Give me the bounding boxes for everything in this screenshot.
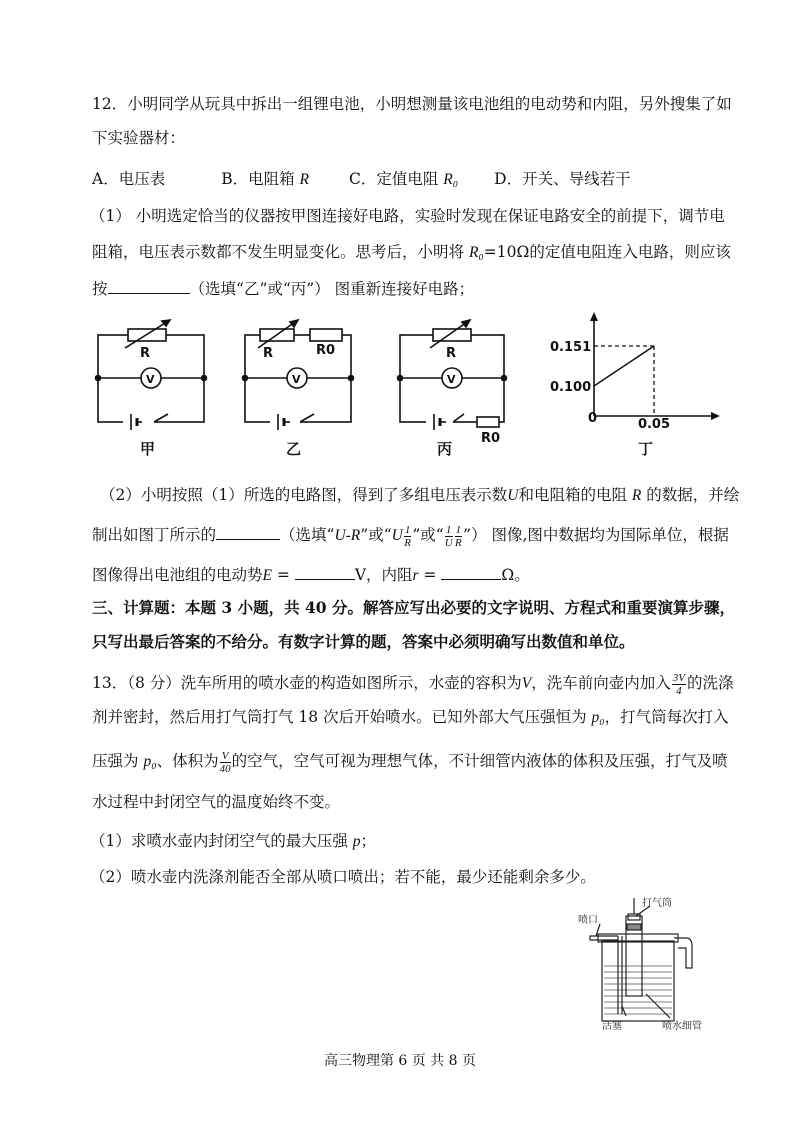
graph-ding bbox=[548, 306, 738, 431]
page-footer: 高三物理第 6 页 共 8 页 bbox=[323, 1053, 477, 1069]
fraction-1-over-R: $\frac{1}{R}$ bbox=[404, 523, 411, 549]
fraction-1-over-R: $\frac{1}{R}$ bbox=[455, 523, 462, 549]
fraction-V-over-40: $\frac{V}{40}$ bbox=[219, 749, 231, 775]
caption-jia: 甲 bbox=[140, 440, 156, 458]
answer-blank-emf[interactable] bbox=[295, 563, 355, 580]
q12-part2-line1: （2）小明按照（1）所选的电路图，得到了多组电压表示数U和电阻箱的电阻 R 的数据，并绘 bbox=[100, 486, 740, 504]
label-R-yi: R bbox=[263, 346, 274, 361]
q13-line3: 压强为 p₀、体积为 $\frac{V}{40}$ 的空气，空气可视为理想气体，不计细管内液体的体积及压强，打气及喷 bbox=[92, 749, 728, 775]
section3-heading-line1: 三、计算题：本题 3 小题，共 40 分。解答应写出必要的文字说明、方程式和重要演算步骤， bbox=[92, 598, 735, 617]
tick-label-y-bottom: 0.100 bbox=[550, 380, 592, 395]
q12-part1-line2: 阻箱，电压表示数都不发生明显变化。思考后，小明将 R₀=10Ω的定值电阻连入电路，则应该 bbox=[92, 243, 731, 261]
q12-part2-line2: 制出如图丁所示的 （选填“U-R”或“U $\frac{1}{R}$ ”或“ $\frac{1}{U}$ $\frac{1}{R}$ ”） 图像,图中数据均为国际单位，根据 bbox=[92, 523, 729, 549]
q13-sub1: （1）求喷水壶内封闭空气的最大压强 p； bbox=[90, 832, 377, 850]
equip-d: D．开关、导线若干 bbox=[494, 170, 631, 188]
fraction-1-over-U: $\frac{1}{U}$ bbox=[444, 523, 453, 549]
label-R-bing: R bbox=[446, 346, 457, 361]
graph-data-line bbox=[594, 346, 654, 386]
q13-line4: 水过程中封闭空气的温度始终不变。 bbox=[92, 793, 341, 811]
tick-label-y-top: 0.151 bbox=[550, 340, 592, 355]
q13-sub2: （2）喷水壶内洗涤剂能否全部从喷口喷出；若不能，最少还能剩余多少。 bbox=[90, 868, 596, 886]
q12-part1-line1: （1） 小明选定恰当的仪器按甲图连接好电路，实验时发现在保证电路安全的前提下，调节电 bbox=[90, 207, 725, 225]
q12-part1-line3: 按 （选填“乙”或“丙”） 图重新连接好电路； bbox=[92, 277, 474, 300]
tick-label-x-end: 0.05 bbox=[637, 417, 671, 431]
q13-line2: 剂并密封，然后用打气筒打气 18 次后开始喷水。已知外部大气压强恒为 p₀，打气筒每次打入 bbox=[92, 708, 729, 726]
answer-blank-graph-type[interactable] bbox=[216, 523, 280, 540]
answer-blank-circuit[interactable] bbox=[108, 277, 190, 294]
caption-ding: 丁 bbox=[638, 440, 654, 458]
sprayer-diagram bbox=[570, 896, 730, 1036]
q12-intro-line1: 12．小明同学从玩具中拆出一组锂电池，小明想测量该电池组的电动势和内阻，另外搜集了如 bbox=[92, 95, 732, 113]
voltmeter-label: V bbox=[447, 373, 456, 386]
label-piston: 活塞 bbox=[602, 1021, 622, 1032]
q12-intro-line2: 下实验器材： bbox=[92, 129, 186, 147]
equipment-list bbox=[92, 168, 631, 191]
equip-b: B．电阻箱 R bbox=[221, 170, 309, 188]
tick-label-x-origin: 0 bbox=[588, 411, 598, 426]
fraction-3V-over-4: $\frac{3V}{4}$ bbox=[672, 671, 685, 697]
voltmeter-label: V bbox=[292, 373, 301, 386]
label-nozzle: 喷口 bbox=[578, 915, 598, 926]
label-R-jia: R bbox=[140, 346, 151, 361]
label-R0-yi: R0 bbox=[316, 343, 336, 358]
section3-heading-line2: 只写出最后答案的不给分。有数字计算的题，答案中必须明确写出数值和单位。 bbox=[92, 632, 635, 651]
q12-part2-line3: 图像得出电池组的电动势E = V，内阻r = Ω。 bbox=[92, 563, 530, 587]
q13-line1: 13．（8 分）洗车所用的喷水壶的构造如图所示，水壶的容积为V，洗车前向壶内加入 $\frac{3V}{4}$ 的洗涤 bbox=[92, 671, 734, 697]
equip-c: C．定值电阻 R₀ bbox=[349, 170, 459, 188]
label-R0-bing: R0 bbox=[481, 431, 501, 446]
voltmeter-label: V bbox=[146, 373, 155, 386]
equip-a: A．电压表 bbox=[92, 170, 166, 188]
caption-bing: 丙 bbox=[437, 440, 453, 458]
caption-yi: 乙 bbox=[286, 440, 302, 458]
label-pump: 打气筒 bbox=[642, 898, 672, 909]
answer-blank-internal-resistance[interactable] bbox=[441, 563, 501, 580]
label-spray-tube: 喷水细管 bbox=[662, 1021, 702, 1032]
